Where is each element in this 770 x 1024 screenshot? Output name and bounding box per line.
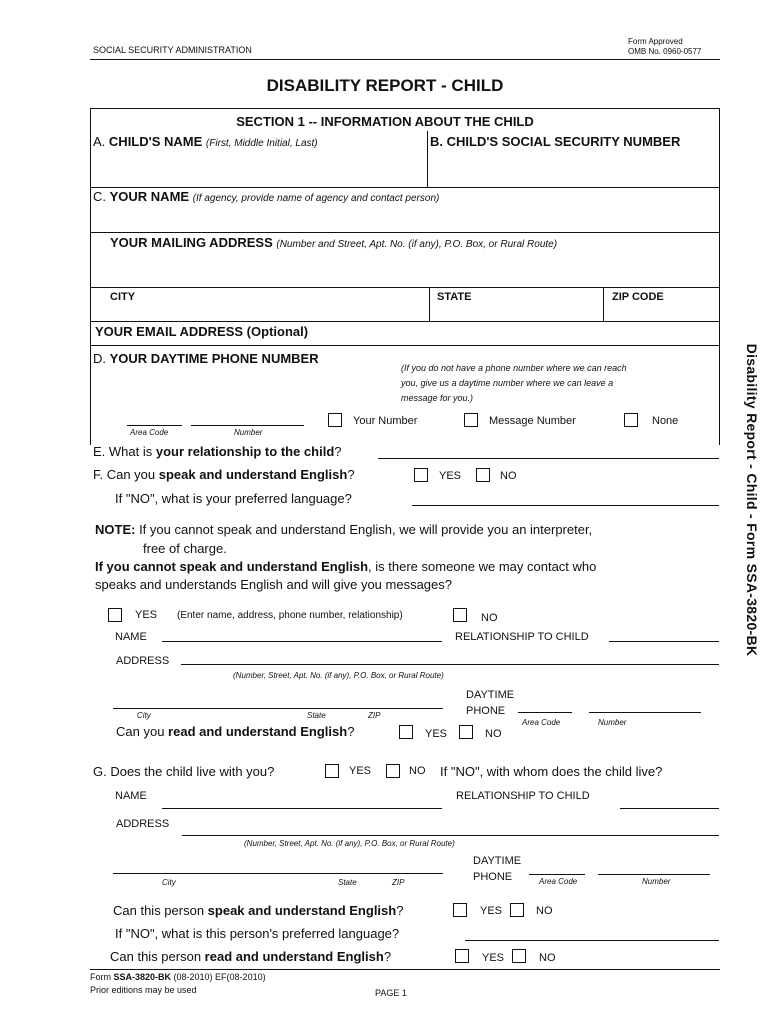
phone-note-3: message for you.) (401, 393, 474, 403)
g-city-caption: City (162, 878, 176, 887)
contact-number-caption: Number (598, 718, 627, 727)
contact-read-no-checkbox[interactable] (459, 725, 473, 739)
note-line-2: free of charge. (143, 541, 227, 556)
question-f: F. Can you speak and understand English? (93, 467, 355, 482)
state-label: STATE (437, 291, 472, 303)
contact-area-code-field[interactable] (518, 697, 572, 712)
form-title: DISABILITY REPORT - CHILD (266, 76, 504, 95)
note-line-1: NOTE: If you cannot speak and understand English, we will provide you an interpreter, (95, 522, 593, 537)
contact-read-question: Can you read and understand English? (116, 724, 355, 739)
mailing-address-field[interactable] (93, 252, 715, 284)
contact-yes-hint: (Enter name, address, phone number, relationship) (177, 610, 403, 621)
form-number: Form SSA-3820-BK (08-2010) EF(08-2010) (90, 972, 266, 982)
g-area-code-field[interactable] (529, 859, 585, 874)
g-area-code-caption: Area Code (539, 877, 578, 886)
g-number-field[interactable] (598, 859, 710, 874)
phone-note-2: you, give us a daytime number where we can leave a (401, 378, 614, 388)
g-read-question: Can this person read and understand English? (110, 949, 392, 964)
contact-zip-caption: ZIP (368, 711, 381, 720)
contact-read-no-label: NO (485, 728, 502, 740)
g-speak-no-label: NO (536, 905, 553, 917)
contact-relationship-label: RELATIONSHIP TO CHILD (455, 631, 589, 643)
contact-phone-label: PHONE (466, 705, 506, 717)
speak-english-yes-checkbox[interactable] (414, 468, 428, 482)
your-number-checkbox[interactable] (328, 413, 342, 427)
speak-english-no-label: NO (500, 470, 517, 482)
note-line-3: If you cannot speak and understand English, is there someone we may contact who (95, 559, 597, 574)
contact-name-field[interactable] (162, 626, 442, 641)
your-number-label: Your Number (353, 415, 418, 427)
preferred-language-field[interactable] (412, 489, 719, 505)
contact-area-code-caption: Area Code (522, 718, 561, 727)
contact-city-state-zip-field[interactable] (113, 693, 443, 708)
g-speak-no-checkbox[interactable] (510, 903, 524, 917)
none-label: None (652, 415, 679, 427)
message-number-checkbox[interactable] (464, 413, 478, 427)
g-read-yes-label: YES (482, 952, 505, 964)
none-checkbox[interactable] (624, 413, 638, 427)
g-relationship-field[interactable] (620, 793, 719, 808)
speak-english-no-checkbox[interactable] (476, 468, 490, 482)
contact-address-field[interactable] (181, 649, 719, 664)
number-caption: Number (234, 428, 263, 437)
zip-label: ZIP CODE (612, 291, 664, 303)
contact-address-label: ADDRESS (116, 655, 170, 667)
g-preferred-language-field[interactable] (465, 925, 719, 940)
page-number: PAGE 1 (375, 988, 407, 998)
prior-editions: Prior editions may be used (90, 985, 197, 995)
relationship-field[interactable] (378, 442, 719, 458)
contact-state-caption: State (307, 711, 326, 720)
g-number-caption: Number (642, 877, 671, 886)
contact-city-caption: City (137, 711, 151, 720)
child-lives-no-checkbox[interactable] (386, 764, 400, 778)
g-address-hint: (Number, Street, Apt. No. (if any), P.O. Box, or Rural Route) (244, 839, 455, 848)
g-state-caption: State (338, 878, 357, 887)
child-ssn-field[interactable] (430, 150, 716, 184)
contact-name-label: NAME (115, 631, 147, 643)
g-name-field[interactable] (162, 793, 442, 808)
g-read-yes-checkbox[interactable] (455, 949, 469, 963)
contact-address-hint: (Number, Street, Apt. No. (if any), P.O. Box, or Rural Route) (233, 671, 444, 680)
note-line-4: speaks and understands English and will give you messages? (95, 577, 452, 592)
contact-read-yes-label: YES (425, 728, 448, 740)
email-label: YOUR EMAIL ADDRESS (Optional) (95, 324, 309, 339)
child-name-label: A. CHILD'S NAME (First, Middle Initial, Last) (93, 134, 318, 149)
g-speak-yes-label: YES (480, 905, 503, 917)
g-speak-question: Can this person speak and understand English? (113, 903, 404, 918)
form-approved: Form Approved (628, 37, 683, 46)
contact-yes-checkbox[interactable] (108, 608, 122, 622)
child-lives-no-label: NO (409, 765, 426, 777)
agency-name: SOCIAL SECURITY ADMINISTRATION (93, 45, 252, 55)
g-read-no-checkbox[interactable] (512, 949, 526, 963)
contact-daytime-label: DAYTIME (466, 689, 515, 701)
g-address-field[interactable] (182, 820, 719, 835)
child-lives-followup: If "NO", with whom does the child live? (440, 764, 663, 779)
g-daytime-label: DAYTIME (473, 855, 522, 867)
g-preferred-language-label: If "NO", what is this person's preferred language? (115, 926, 400, 941)
question-e: E. What is your relationship to the child? (93, 444, 342, 459)
preferred-language-label: If "NO", what is your preferred language? (115, 491, 352, 506)
omb-number: OMB No. 0960-0577 (628, 47, 702, 56)
phone-note-1: (If you do not have a phone number where we can reach (401, 363, 627, 373)
message-number-label: Message Number (489, 415, 576, 427)
g-read-no-label: NO (539, 952, 556, 964)
child-ssn-label: B. CHILD'S SOCIAL SECURITY NUMBER (430, 134, 681, 149)
side-form-label: Disability Report - Child - Form SSA-3820-BK (744, 343, 760, 657)
contact-relationship-field[interactable] (609, 626, 719, 641)
area-code-field[interactable] (127, 408, 182, 425)
child-lives-yes-checkbox[interactable] (325, 764, 339, 778)
mailing-address-label: YOUR MAILING ADDRESS (Number and Street, Apt. No. (if any), P.O. Box, or Rural Route) (110, 235, 558, 250)
g-address-label: ADDRESS (116, 818, 170, 830)
g-relationship-label: RELATIONSHIP TO CHILD (456, 790, 590, 802)
phone-number-field[interactable] (191, 408, 304, 425)
g-city-state-zip-field[interactable] (113, 858, 443, 873)
contact-number-field[interactable] (589, 697, 701, 712)
g-phone-label: PHONE (473, 871, 513, 883)
child-lives-yes-label: YES (349, 765, 372, 777)
city-label: CITY (110, 291, 136, 303)
phone-label: D. YOUR DAYTIME PHONE NUMBER (93, 351, 319, 366)
section-heading: SECTION 1 -- INFORMATION ABOUT THE CHILD (236, 114, 534, 129)
g-speak-yes-checkbox[interactable] (453, 903, 467, 917)
your-name-label: C. YOUR NAME (If agency, provide name of agency and contact person) (93, 189, 440, 204)
contact-read-yes-checkbox[interactable] (399, 725, 413, 739)
question-g: G. Does the child live with you? (93, 764, 275, 779)
g-zip-caption: ZIP (392, 878, 405, 887)
area-code-caption: Area Code (130, 428, 169, 437)
child-name-field[interactable] (93, 150, 425, 184)
speak-english-yes-label: YES (439, 470, 462, 482)
contact-yes-label: YES (135, 609, 158, 621)
g-name-label: NAME (115, 790, 147, 802)
contact-no-label: NO (481, 612, 498, 624)
your-name-field[interactable] (93, 206, 715, 230)
contact-no-checkbox[interactable] (453, 608, 467, 622)
